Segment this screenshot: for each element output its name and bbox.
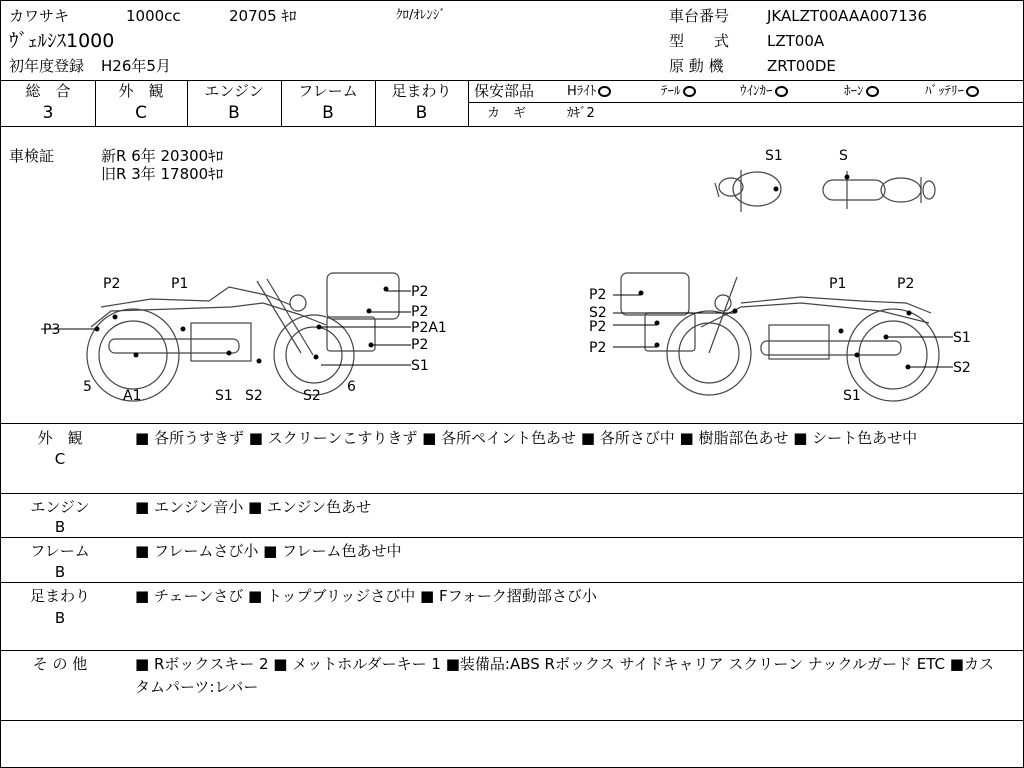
right-label-s1: S1 [953, 330, 971, 346]
divider [1, 720, 1024, 721]
safety-headlight [567, 85, 611, 98]
grade-engine: B [228, 103, 240, 123]
right-label-p2-box: P2 [589, 287, 607, 303]
safety-tail-label: ﾃｰﾙ [661, 84, 681, 99]
ok-circle-icon [775, 86, 788, 97]
model-name: ｳﾞｪﾙｼｽ1000 [9, 30, 115, 52]
grade-overall: 3 [42, 103, 54, 123]
right-label-p2-case: P2 [589, 319, 607, 335]
left-label-p2a1: P2A1 [411, 320, 447, 336]
left-label-p3: P3 [43, 322, 61, 338]
left-label-s1: S1 [215, 388, 233, 404]
frame-number-label: 車台番号 [669, 7, 730, 25]
right-label-s2: S2 [589, 305, 607, 321]
safety-parts-label: 保安部品 [474, 82, 535, 100]
remark-text: ■ Rボックスキー 2 ■ メットホルダーキー 1 ■装備品:ABS Rボックス サイドキャリア スクリーン ナックルガード ETC ■カスタムパーツ:レバー [135, 655, 994, 696]
grade-header-overall: 総 合 [25, 82, 71, 100]
top-label-s1: S1 [765, 148, 783, 164]
right-label-p1: P1 [829, 276, 847, 292]
right-label-p2-lower: P2 [589, 340, 607, 356]
motorcycle-diagram [1, 127, 1024, 423]
grade-header-suspension: 足まわり [391, 82, 452, 100]
inspection-label: 車検証 [9, 147, 55, 165]
divider [468, 102, 1024, 103]
ok-circle-icon [683, 86, 696, 97]
left-label-p2: P2 [103, 276, 121, 292]
remark-grade: B [54, 518, 66, 536]
safety-horn-label: ﾎｰﾝ [844, 84, 864, 99]
right-label-s2-rear: S2 [953, 360, 971, 376]
safety-winker-label: ｳｲﾝｶｰ [740, 84, 773, 99]
divider [1, 493, 1024, 494]
remark-grade: B [54, 609, 66, 627]
remark-category: 足まわり [29, 587, 90, 605]
right-label-s1-lower: S1 [843, 388, 861, 404]
divider [1, 80, 1024, 81]
safety-battery-label: ﾊﾞｯﾃﾘｰ [925, 84, 964, 99]
divider [1, 582, 1024, 583]
remark-text: ■ エンジン音小 ■ エンジン色あせ [135, 498, 372, 516]
right-label-p2: P2 [897, 276, 915, 292]
safety-battery [925, 85, 979, 98]
ok-circle-icon [598, 86, 611, 97]
grade-header-frame: フレーム [298, 82, 358, 100]
left-label-s1-front: S1 [411, 358, 429, 374]
remark-category: フレーム [30, 542, 90, 560]
first-registration-value: H26年5月 [101, 57, 171, 75]
left-label-p2-case: P2 [411, 304, 429, 320]
key-value: ｶｷﾞ2 [567, 106, 595, 121]
mileage: 20705 ｷﾛ [229, 7, 297, 25]
left-label-6: 6 [347, 379, 356, 395]
grade-frame: B [322, 103, 334, 123]
first-registration-label: 初年度登録 [9, 57, 85, 75]
inspection-new: 新R 6年 20300ｷﾛ [101, 147, 224, 165]
model-type-value: LZT00A [767, 32, 825, 50]
engine-model-value: ZRT00DE [767, 57, 836, 75]
maker: カワサキ [9, 7, 70, 25]
left-label-p2-box: P2 [411, 284, 429, 300]
engine-model-label: 原 動 機 [669, 57, 724, 75]
left-label-a1: A1 [123, 388, 142, 404]
safety-horn [844, 85, 879, 98]
grade-header-engine: エンジン [204, 82, 264, 100]
key-label: カ ギ [487, 106, 527, 121]
remark-text: ■ チェーンさび ■ トップブリッジさび中 ■ Fフォーク摺動部さび小 [135, 587, 597, 605]
grade-header-exterior: 外 観 [118, 82, 164, 100]
left-label-p1: P1 [171, 276, 189, 292]
color: ｸﾛ/ｵﾚﾝｼﾞ [396, 8, 446, 23]
left-label-5: 5 [83, 379, 92, 395]
divider [468, 80, 469, 126]
remark-grade: B [54, 563, 66, 581]
safety-winker [740, 85, 788, 98]
remark-text: ■ 各所うすきず ■ スクリーンこすりきず ■ 各所ペイント色あせ ■ 各所さび中 ■ 樹脂部色あせ ■ シート色あせ中 [135, 429, 918, 447]
left-label-s2-front: S2 [303, 388, 321, 404]
divider [1, 537, 1024, 538]
inspection-old: 旧R 3年 17800ｷﾛ [101, 165, 224, 183]
divider [1, 650, 1024, 651]
divider [1, 423, 1024, 424]
top-view-bike [715, 170, 935, 212]
grade-exterior: C [135, 103, 147, 123]
model-type-label: 型 式 [669, 32, 730, 50]
ok-circle-icon [866, 86, 879, 97]
remark-category: 外 観 [37, 429, 83, 447]
ok-circle-icon [966, 86, 979, 97]
displacement: 1000cc [126, 7, 181, 25]
left-label-s2: S2 [245, 388, 263, 404]
left-label-p2-lower: P2 [411, 337, 429, 353]
remark-category: エンジン [30, 498, 90, 516]
remark-category: そ の 他 [32, 655, 88, 673]
frame-number-value: JKALZT00AAA007136 [767, 7, 928, 25]
safety-headlight-label: Hﾗｲﾄ [567, 84, 597, 99]
grade-suspension: B [415, 103, 428, 123]
top-label-s: S [839, 148, 848, 164]
remark-text: ■ フレームさび小 ■ フレーム色あせ中 [135, 542, 402, 560]
safety-tail [661, 85, 696, 98]
remark-grade: C [54, 450, 66, 468]
